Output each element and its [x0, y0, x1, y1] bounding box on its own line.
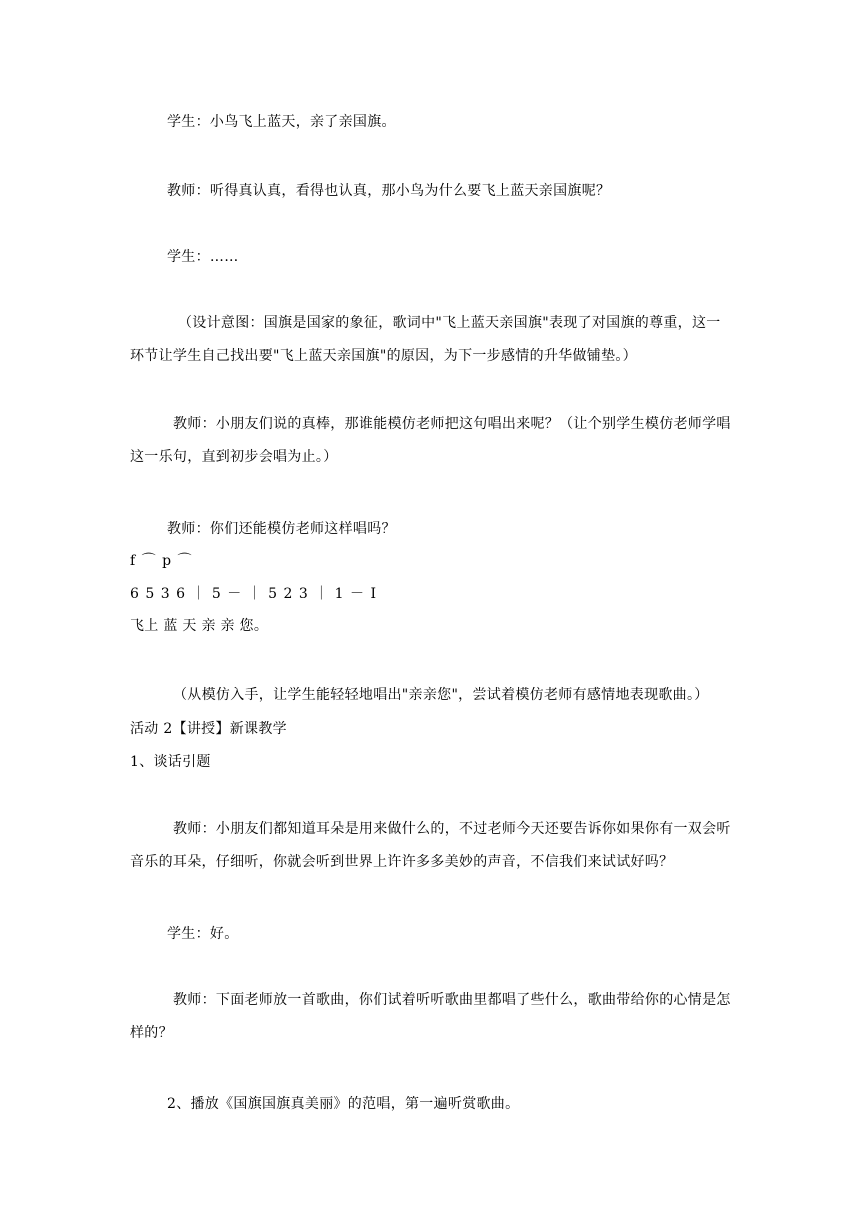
paragraph-teacher-question-2: 教师：你们还能模仿老师这样唱吗？: [167, 521, 396, 537]
subheading-intro: 1、谈话引题: [130, 754, 211, 770]
paragraph-teacher-ears: 教师：小朋友们都知道耳朵是用来做什么的，不过老师今天还要告诉你如果你有一双会听音乐的耳朵，仔细听，你就会听到世界上许许多多美妙的声音，不信我们来试试好吗？: [130, 821, 731, 870]
paragraph-student-reply-3: 学生：好。: [167, 926, 239, 942]
paragraph-student-reply-1: 学生：小鸟飞上蓝天，亲了亲国旗。: [167, 114, 396, 130]
paragraph-teacher-song: 教师：下面老师放一首歌曲，你们试着听听歌曲里都唱了些什么，歌曲带给你的心情是怎样的？: [130, 992, 731, 1041]
paragraph-design-intent-2: （从模仿入手，让学生能轻轻地唱出"亲亲您"，尝试着模仿老师有感情地表现歌曲。）: [173, 687, 709, 703]
paragraph-design-intent-1: （设计意图：国旗是国家的象征，歌词中"飞上蓝天亲国旗"表现了对国旗的尊重，这一环节让学生自己找出要"飞上蓝天亲国旗"的原因，为下一步感情的升华做铺垫。）: [130, 315, 721, 364]
subheading-play-song: 2、播放《国旗国旗真美丽》的范唱，第一遍听赏歌曲。: [167, 1096, 520, 1112]
section-heading-activity-2: 活动 2【讲授】新课教学: [130, 721, 287, 737]
paragraph-teacher-question-1: 教师：听得真认真，看得也认真，那小鸟为什么要飞上蓝天亲国旗呢？: [167, 183, 611, 199]
paragraph-teacher-imitation: 教师：小朋友们说的真棒，那谁能模仿老师把这句唱出来呢？（让个别学生模仿老师学唱这一乐句，直到初步会唱为止。）: [130, 416, 731, 465]
paragraph-student-reply-2: 学生：……: [167, 249, 239, 265]
dynamics-notation: f ⌒ p ⌒: [130, 553, 193, 569]
lyrics-line: 飞上 蓝 天 亲 亲 您。: [130, 618, 269, 634]
numbered-notation: 6 5 3 6 ｜ 5 － ｜ 5 2 3 ｜ 1 － Ⅰ: [130, 586, 377, 602]
